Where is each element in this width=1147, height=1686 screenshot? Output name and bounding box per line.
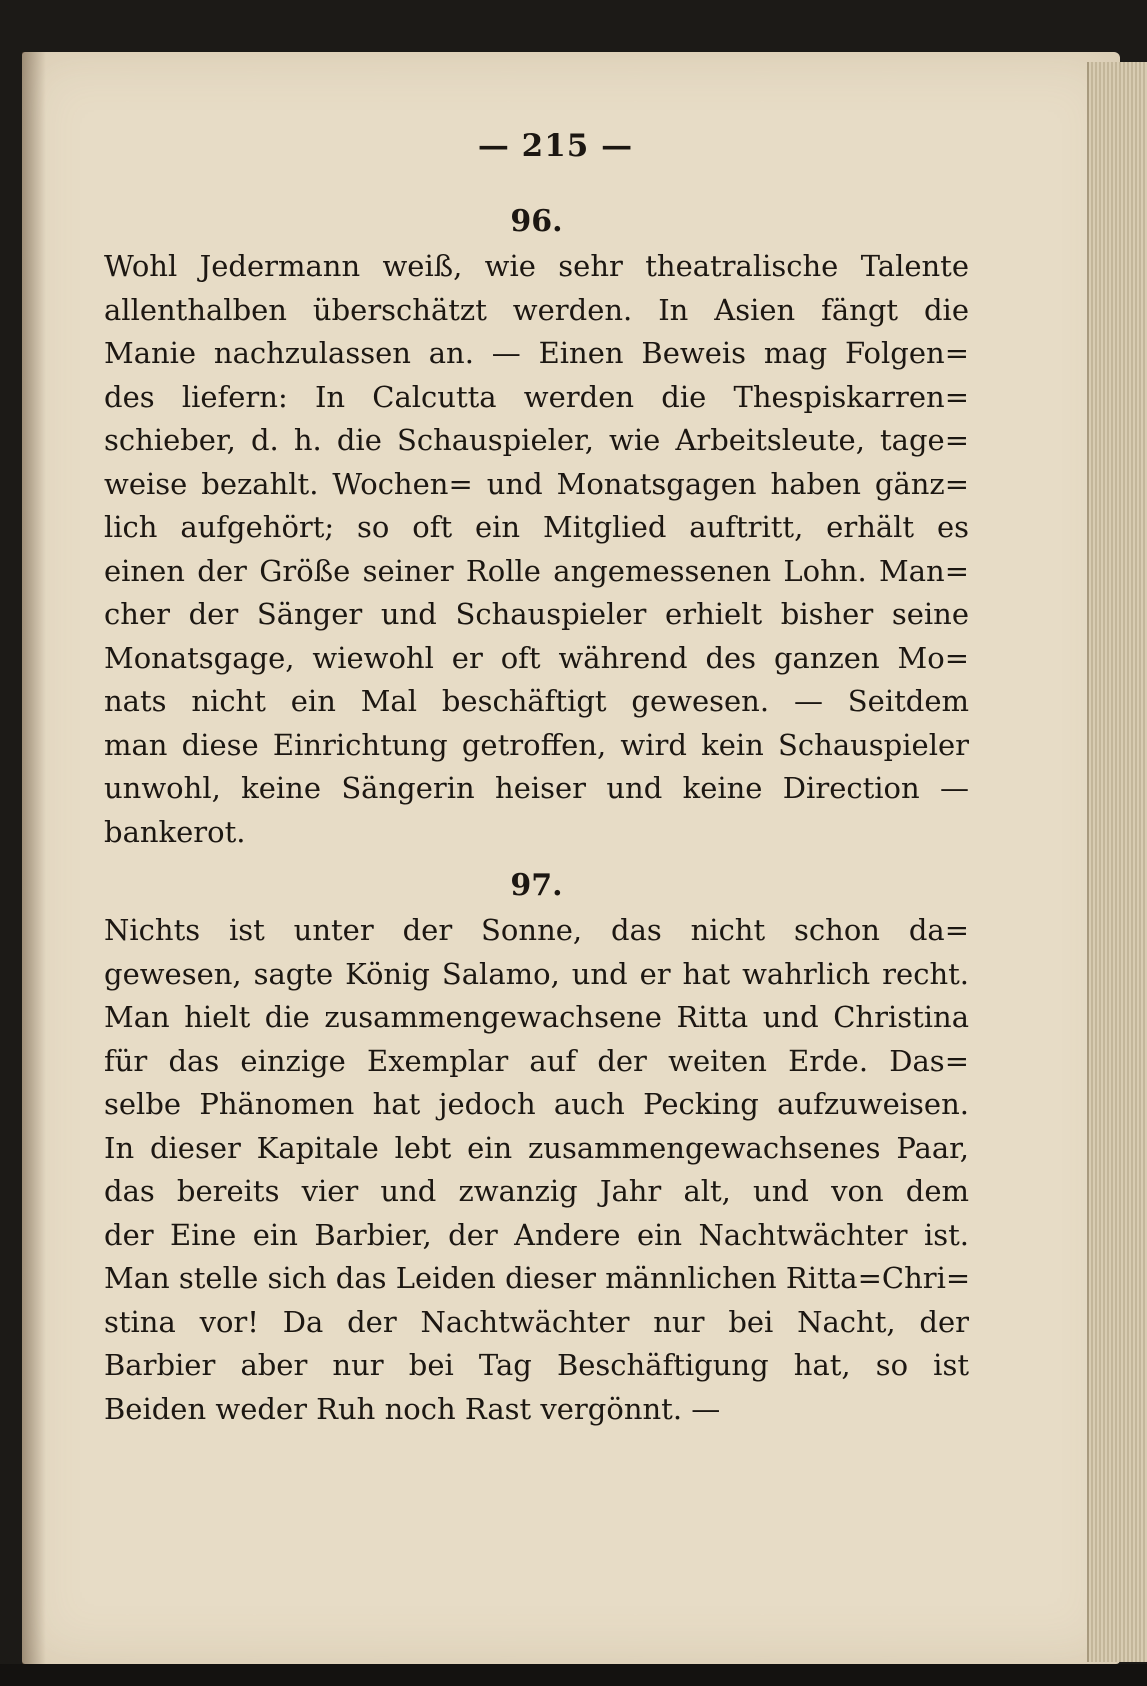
text-line: das bereits vier und zwanzig Jahr alt, und von dem [104,1174,969,1208]
text-line: stina vor! Da der Nachtwächter nur bei Nacht, der [104,1304,969,1339]
text-line: unwohl, keine Sängerin heiser und keine Direction — [104,771,969,805]
text-line: weise bezahlt. Wochen= und Monatsgagen haben gänz= [104,466,969,501]
text-line: Nichts ist unter der Sonne, das nicht schon da= [104,913,969,947]
book-cover-edge [0,1664,1147,1686]
section-97-paragraph [104,909,969,1431]
text-line: nats nicht ein Mal beschäftigt gewesen. — Seitdem [104,684,969,718]
text-block [104,128,969,1445]
text-line: des liefern: In Calcutta werden die Thespiskarren= [104,379,969,414]
text-line: man diese Einrichtung getroffen, wird kein Schauspieler [104,727,969,762]
text-line: Man stelle sich das Leiden dieser männlichen Ritta=Chri= [104,1261,971,1295]
page-edges [1087,62,1147,1662]
text-line: allenthalben überschätzt werden. In Asien fängt die [104,292,969,327]
text-line: selbe Phänomen hat jedoch auch Pecking aufzuweisen. [104,1087,969,1121]
text-line: Monatsgage, wiewohl er oft während des ganzen Mo= [104,640,969,675]
text-line: der Eine ein Barbier, der Andere ein Nachtwächter ist. [104,1217,969,1252]
text-line: schieber, d. h. die Schauspieler, wie Arbeitsleute, tage= [104,423,969,457]
section-number-96: 96. [510,204,563,239]
text-line: bankerot. [104,814,246,849]
text-line: lich aufgehört; so oft ein Mitglied auftritt, erhält es [104,510,969,544]
section-96-paragraph [104,245,969,854]
text-line: für das einzige Exemplar auf der weiten Erde. Das= [104,1043,969,1078]
text-line: Wohl Jedermann weiß, wie sehr theatralische Talente [104,249,969,283]
section-number-97: 97. [510,868,563,903]
text-line: gewesen, sagte König Salamo, und er hat wahrlich recht. [104,956,969,991]
text-line: Manie nachzulassen an. — Einen Beweis mag Folgen= [104,336,969,370]
text-line: Barbier aber nur bei Tag Beschäftigung hat, so ist [104,1348,969,1382]
text-line: cher der Sänger und Schauspieler erhielt bisher seine [104,597,969,631]
binding-shadow [22,52,46,1664]
text-line: Beiden weder Ruh noch Rast vergönnt. — [104,1391,721,1426]
text-line: einen der Größe seiner Rolle angemessenen Lohn. Man= [104,553,969,588]
page-number: — 215 — [477,128,634,164]
text-line: Man hielt die zusammengewachsene Ritta und Christina [104,1000,969,1034]
text-line: In dieser Kapitale lebt ein zusammengewachsenes Paar, [104,1130,969,1165]
